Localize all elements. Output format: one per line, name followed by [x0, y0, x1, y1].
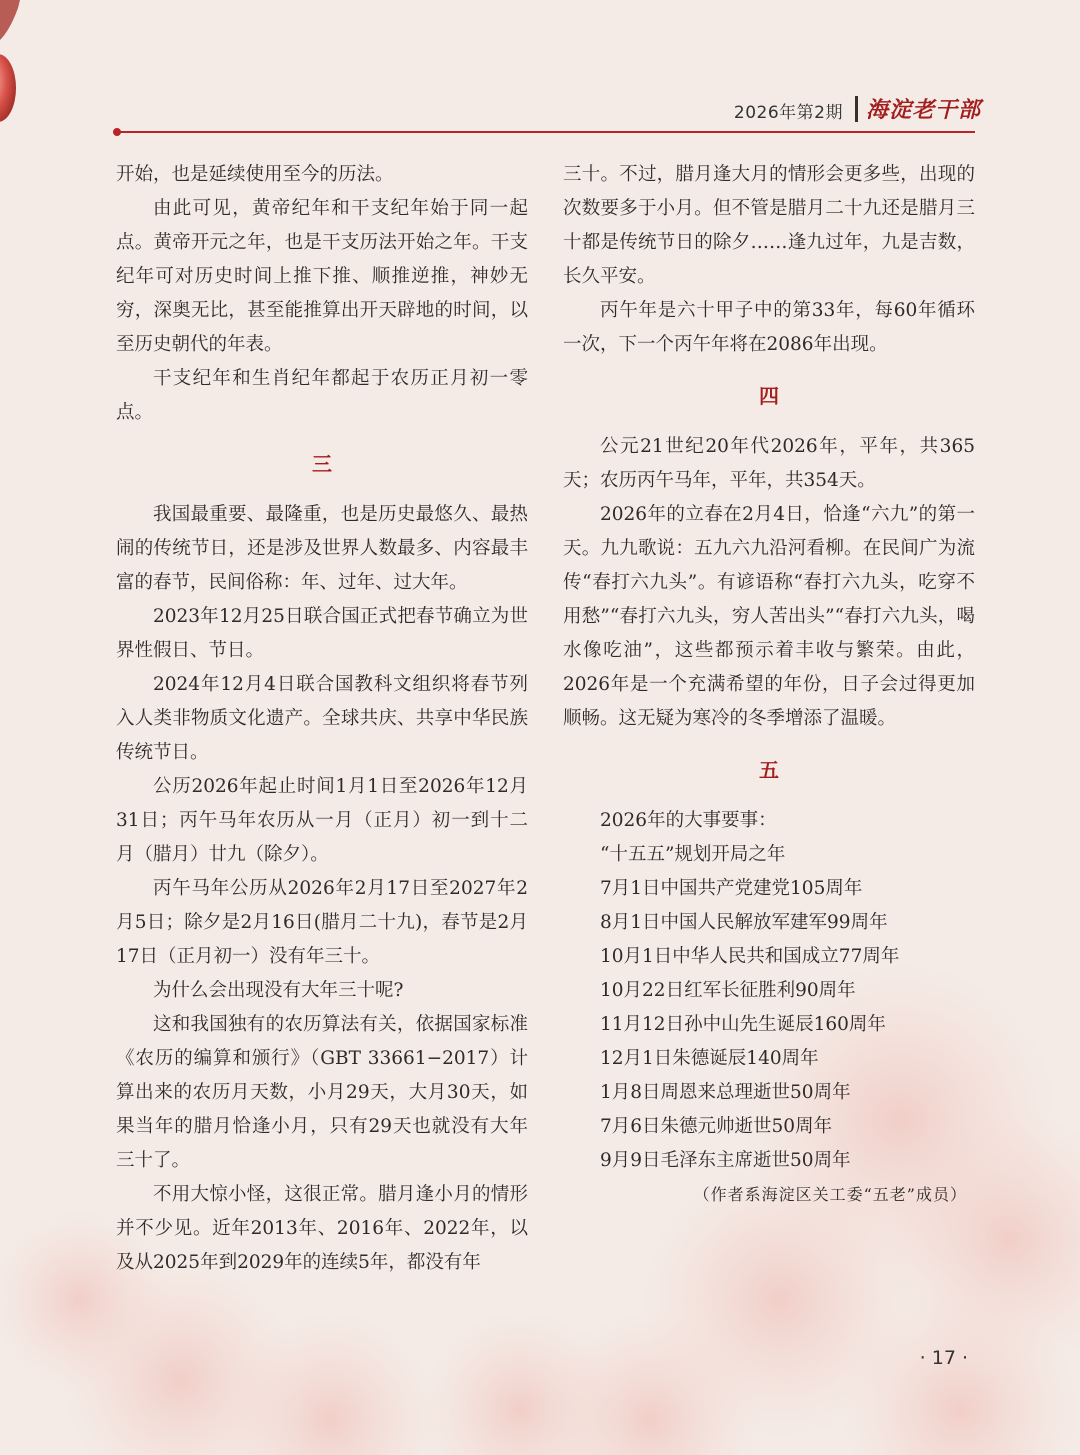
list-item: 7月1日中国共产党建党105周年 — [600, 878, 863, 899]
paragraph: 由此可见，黄帝纪年和干支纪年始于同一起点。黄帝开元之年，也是干支历法开始之年。干支纪年可对历史时间上推下推、顺推逆推，神妙无穷，深奥无比，甚至能推算出开天辟地的时间，以至历史朝代的年表。 — [116, 198, 528, 355]
list-item: “十五五”规划开局之年 — [600, 844, 786, 865]
issue-number: 2026年第2期 — [733, 103, 843, 123]
paragraph: 我国最重要、最隆重，也是历史最悠久、最热闹的传统节日，还是涉及世界人数最多、内容最丰富的春节，民间俗称：年、过年、过大年。 — [116, 504, 528, 593]
list-item: 1月8日周恩来总理逝世50周年 — [600, 1082, 851, 1103]
paragraph: 公历2026年起止时间1月1日至2026年12月31日；丙午马年农历从一月（正月）初一到十二月（腊月）廿九（除夕）。 — [116, 776, 528, 865]
article-column-right — [563, 158, 975, 1212]
list-item: 9月9日毛泽东主席逝世50周年 — [600, 1150, 851, 1171]
header-rule — [116, 131, 975, 133]
page-number: · 17 · — [919, 1347, 968, 1369]
list-item: 10月22日红军长征胜利90周年 — [600, 980, 856, 1001]
events-list — [563, 838, 975, 1178]
section-heading-5: 五 — [759, 758, 779, 782]
list-item: 12月1日朱德诞辰140周年 — [600, 1048, 819, 1069]
list-item: 10月1日中华人民共和国成立77周年 — [600, 946, 900, 967]
page-header — [0, 92, 1080, 132]
header-rule-dot — [113, 128, 121, 136]
paragraph: 不用大惊小怪，这很正常。腊月逢小月的情形并不少见。近年2013年、2016年、2022年，以及从2025年到2029年的连续5年，都没有年 — [116, 1184, 528, 1273]
paragraph: 三十。不过，腊月逢大月的情形会更多些，出现的次数要多于小月。但不管是腊月二十九还是腊月三十都是传统节日的除夕……逢九过年，九是吉数，长久平安。 — [563, 164, 975, 287]
paragraph: 2026年的立春在2月4日，恰逢“六九”的第一天。九九歌说：五九六九沿河看柳。在民间广为流传“春打六九头”。有谚语称“春打六九头，吃穿不用愁”“春打六九头，穷人苦出头”“春打六九头，喝水像吃油”，这些都预示着丰收与繁荣。由此，2026年是一个充满希望的年份，日子会过得更加顺畅。这无疑为寒冷的冬季增添了温暖。 — [563, 504, 975, 729]
list-item: 8月1日中国人民解放军建军99周年 — [600, 912, 888, 933]
paragraph: 2023年12月25日联合国正式把春节确立为世界性假日、节日。 — [116, 606, 528, 661]
paragraph: 干支纪年和生肖纪年都起于农历正月初一零点。 — [116, 368, 528, 423]
paragraph: 丙午年是六十甲子中的第33年，每60年循环一次，下一个丙午年将在2086年出现。 — [563, 300, 975, 355]
section-heading-4: 四 — [759, 384, 779, 408]
paragraph: 为什么会出现没有大年三十呢? — [153, 980, 404, 1001]
article-column-left — [116, 158, 528, 1280]
section-heading-3: 三 — [312, 452, 332, 476]
list-item: 11月12日孙中山先生诞辰160周年 — [600, 1014, 886, 1035]
magazine-logo: 海淀老干部 — [866, 97, 982, 123]
paragraph: 公元21世纪20年代2026年，平年，共365天；农历丙午马年，平年，共354天。 — [563, 436, 975, 491]
paragraph: 这和我国独有的农历算法有关，依据国家标准《农历的编算和颁行》（GBT 33661−2017）计算出来的农历月天数，小月29天，大月30天，如果当年的腊月恰逢小月，只有29天也就没有大年三十了。 — [116, 1014, 528, 1171]
events-title: 2026年的大事要事： — [600, 810, 777, 831]
author-byline: （作者系海淀区关工委“五老”成员） — [693, 1185, 967, 1204]
list-item: 7月6日朱德元帅逝世50周年 — [600, 1116, 833, 1137]
header-divider — [855, 96, 858, 122]
paragraph: 2024年12月4日联合国教科文组织将春节列入人类非物质文化遗产。全球共庆、共享中华民族传统节日。 — [116, 674, 528, 763]
paragraph: 丙午马年公历从2026年2月17日至2027年2月5日；除夕是2月16日(腊月二十九)，春节是2月17日（正月初一）没有年三十。 — [116, 878, 528, 967]
paragraph: 开始，也是延续使用至今的历法。 — [116, 164, 394, 185]
